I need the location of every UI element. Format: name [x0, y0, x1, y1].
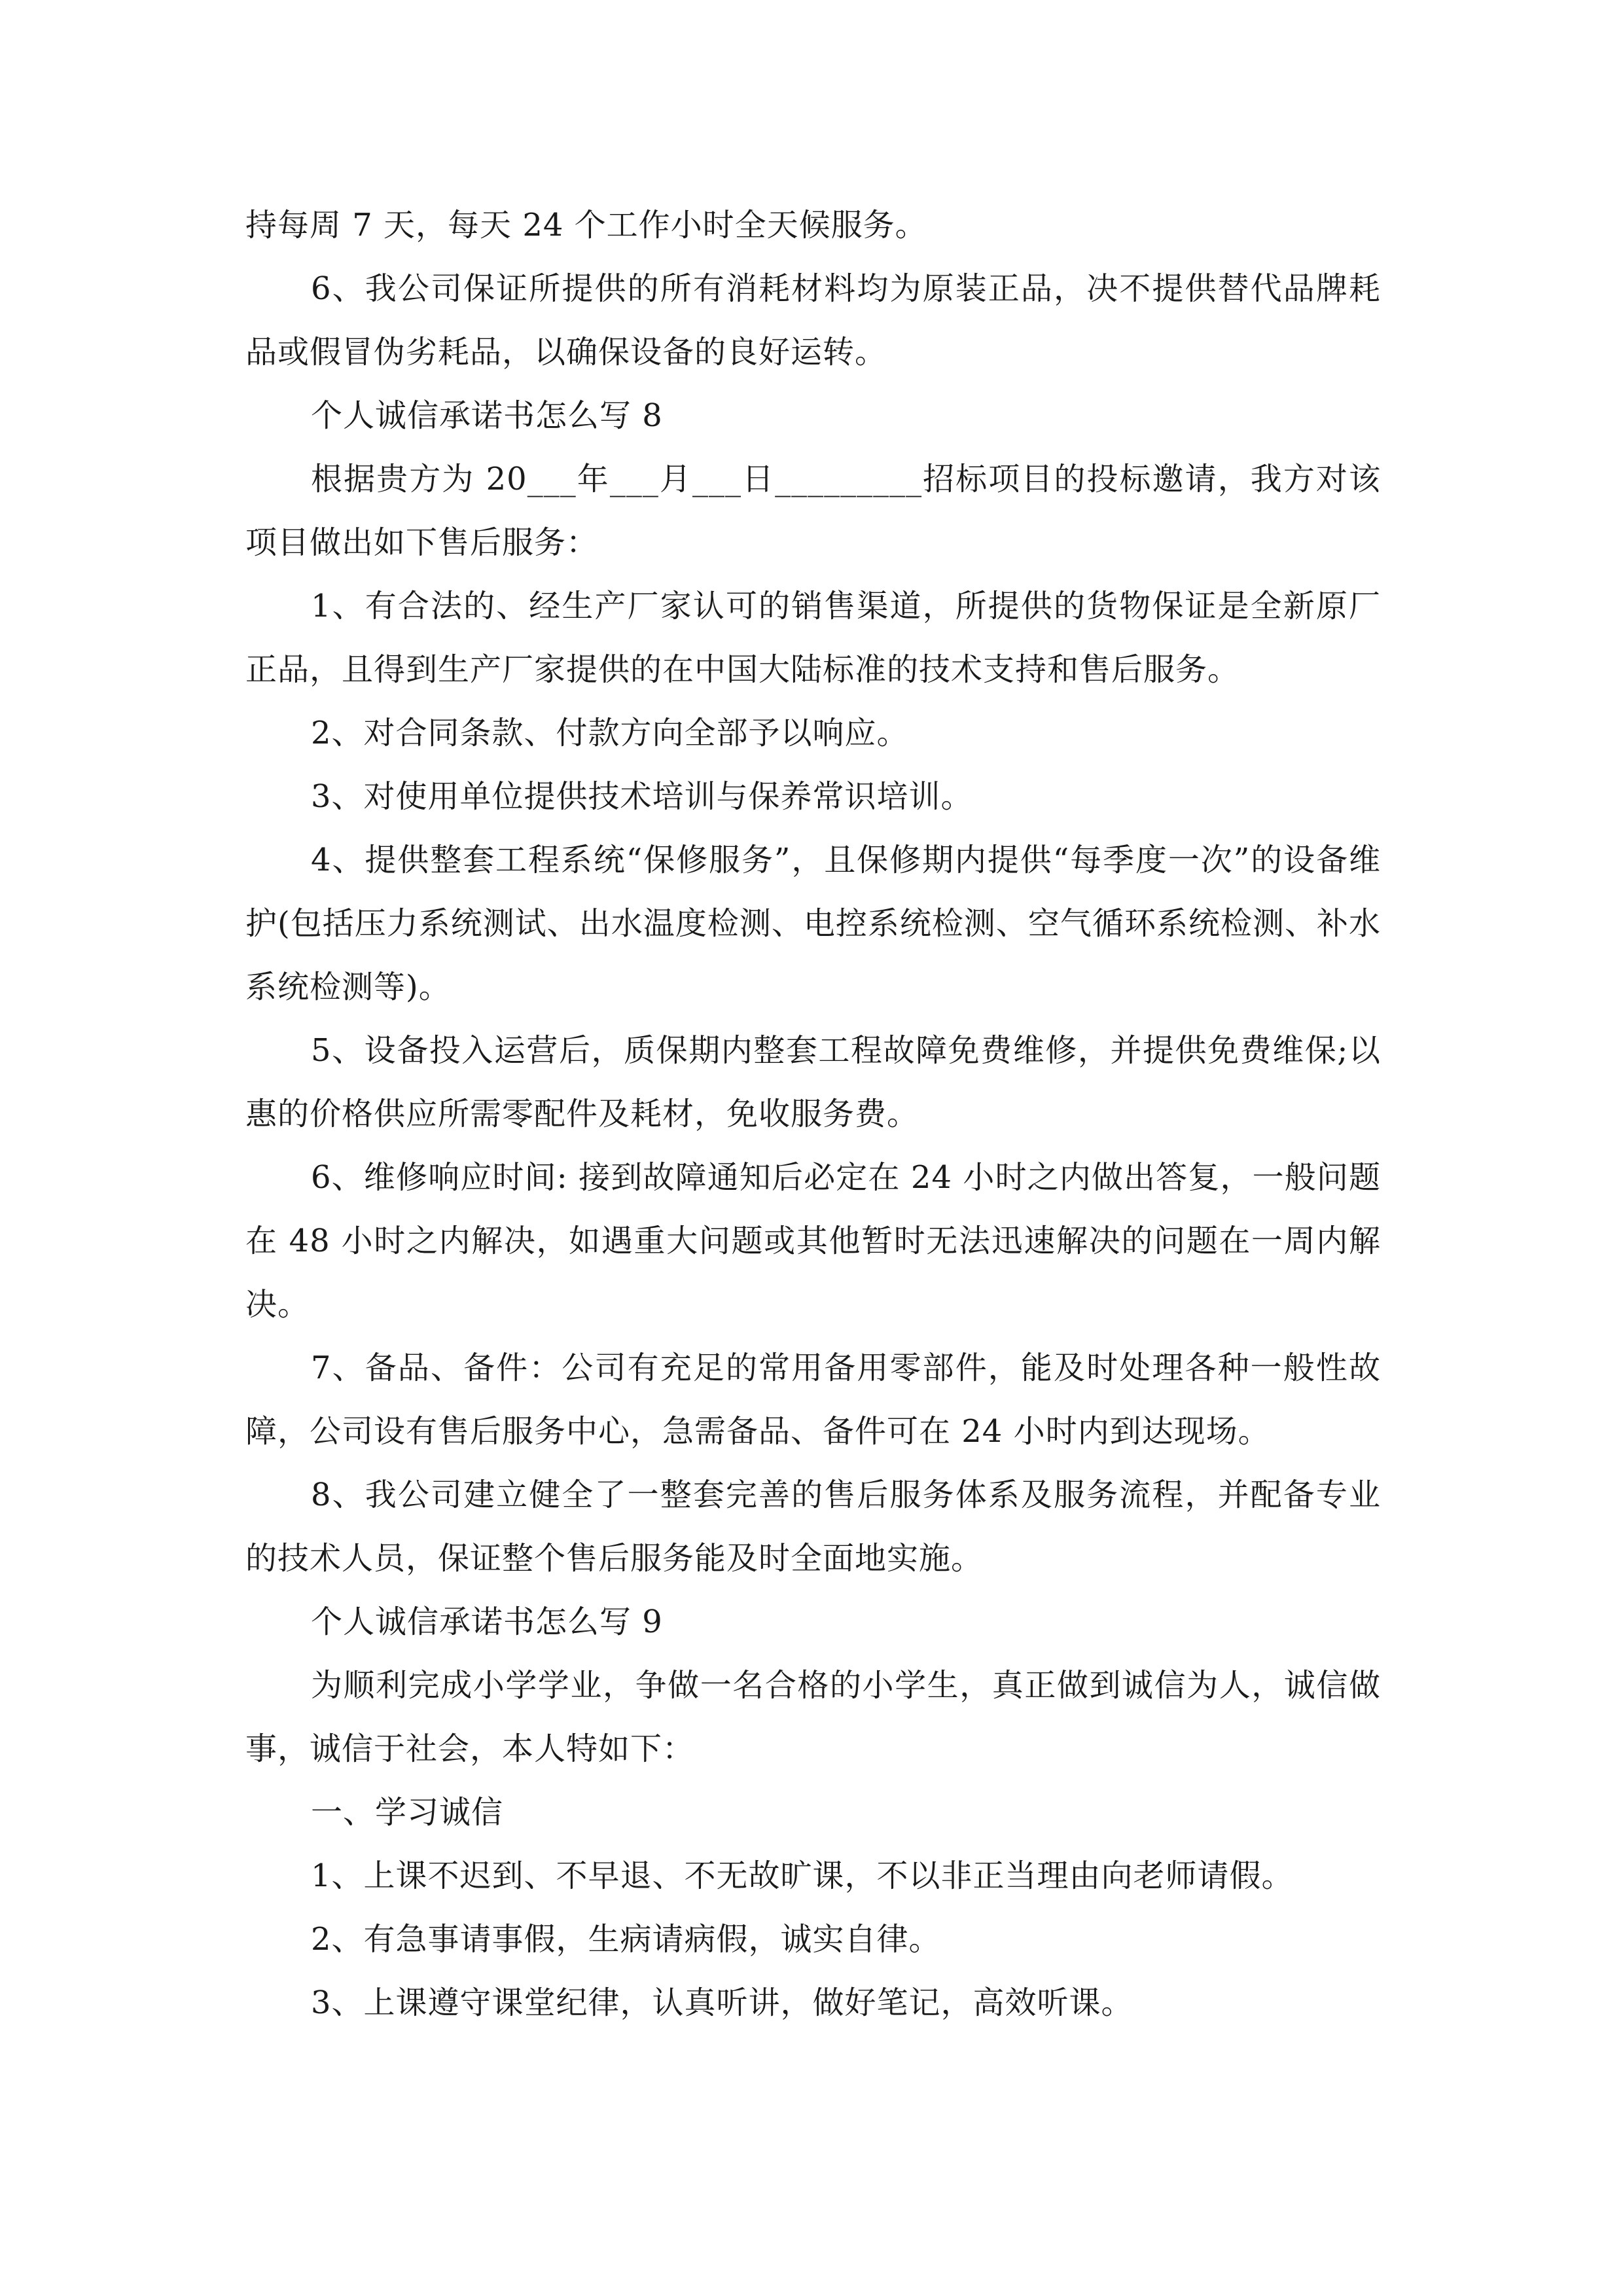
- paragraph-item-4: 4、提供整套工程系统“保修服务”，且保修期内提供“每季度一次”的设备维护(包括压力系统测试、出水温度检测、电控系统检测、空气循环系统检测、补水系统检测等)。: [245, 842, 1381, 1005]
- document-body: [245, 194, 1381, 2035]
- paragraph-intro-8: 根据贵方为 20___年___月___日_________招标项目的投标邀请，我方对该项目做出如下售后服务：: [245, 461, 1381, 561]
- subheading-study-integrity: 一、学习诚信: [311, 1794, 504, 1831]
- paragraph-continuation: 持每周 7 天，每天 24 个工作小时全天候服务。: [245, 207, 927, 243]
- paragraph-intro-9: 为顺利完成小学学业，争做一名合格的小学生，真正做到诚信为人，诚信做事，诚信于社会，本人特如下：: [245, 1667, 1381, 1767]
- paragraph-item-5: 5、设备投入运营后，质保期内整套工程故障免费维修，并提供免费维保;以惠的价格供应所需零配件及耗材，免收服务费。: [245, 1032, 1381, 1132]
- paragraph-item-6-consumables: 6、我公司保证所提供的所有消耗材料均为原装正品，决不提供替代品牌耗品或假冒伪劣耗品，以确保设备的良好运转。: [245, 270, 1381, 370]
- paragraph-study-item-1: 1、上课不迟到、不早退、不无故旷课，不以非正当理由向老师请假。: [311, 1857, 1294, 1894]
- paragraph-item-7: 7、备品、备件：公司有充足的常用备用零部件，能及时处理各种一般性故障，公司设有售后服务中心，急需备品、备件可在 24 小时内到达现场。: [245, 1350, 1381, 1450]
- paragraph-study-item-3: 3、上课遵守课堂纪律，认真听讲，做好笔记，高效听课。: [311, 1984, 1133, 2021]
- section-heading-8: 个人诚信承诺书怎么写 8: [311, 397, 663, 434]
- paragraph-item-8: 8、我公司建立健全了一整套完善的售后服务体系及服务流程，并配备专业的技术人员，保证整个售后服务能及时全面地实施。: [245, 1477, 1381, 1577]
- paragraph-item-3: 3、对使用单位提供技术培训与保养常识培训。: [311, 778, 973, 815]
- paragraph-item-6-response: 6、维修响应时间: 接到故障通知后必定在 24 小时之内做出答复，一般问题在 48 小时之内解决，如遇重大问题或其他暂时无法迅速解决的问题在一周内解决。: [245, 1159, 1381, 1323]
- paragraph-item-2: 2、对合同条款、付款方向全部予以响应。: [311, 715, 909, 751]
- paragraph-item-1: 1、有合法的、经生产厂家认可的销售渠道，所提供的货物保证是全新原厂正品，且得到生产厂家提供的在中国大陆标准的技术支持和售后服务。: [245, 588, 1381, 688]
- section-heading-9: 个人诚信承诺书怎么写 9: [311, 1604, 663, 1640]
- paragraph-study-item-2: 2、有急事请事假，生病请病假，诚实自律。: [311, 1921, 941, 1958]
